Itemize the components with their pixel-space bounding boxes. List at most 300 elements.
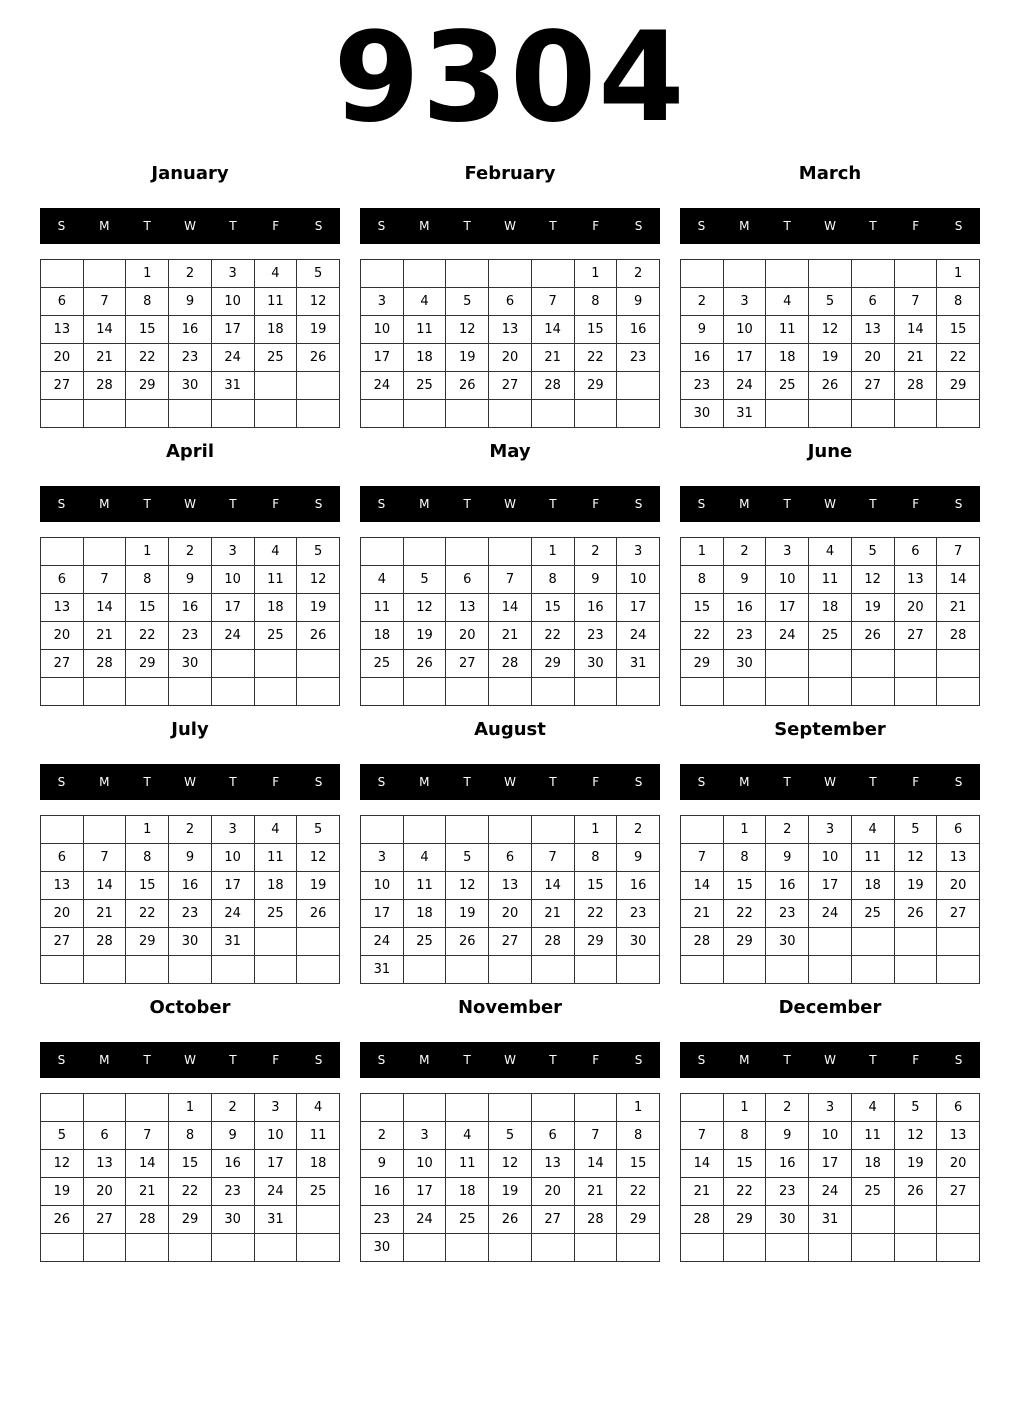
day-cell: 14 [681, 1150, 724, 1178]
day-cell: 6 [83, 1122, 126, 1150]
weekday-label: T [229, 775, 237, 789]
weekday-label: S [377, 219, 386, 233]
day-cell [851, 400, 894, 428]
day-cell: 11 [851, 844, 894, 872]
day-cell [41, 1234, 84, 1262]
weekday-label: S [314, 219, 323, 233]
day-cell: 6 [41, 566, 84, 594]
week-row [41, 1122, 340, 1150]
day-cell [297, 400, 340, 428]
day-cell: 8 [574, 844, 617, 872]
day-cell: 9 [169, 566, 212, 594]
day-cell: 18 [446, 1178, 489, 1206]
day-cell: 16 [617, 872, 660, 900]
day-cell: 13 [41, 872, 84, 900]
day-cell: 20 [446, 622, 489, 650]
weekday-label: M [99, 497, 110, 511]
weekday-label: M [419, 219, 430, 233]
day-cell: 9 [681, 316, 724, 344]
week-row [681, 1094, 980, 1122]
day-cell [851, 956, 894, 984]
day-cell: 31 [254, 1206, 297, 1234]
day-cell [126, 1234, 169, 1262]
day-cell: 22 [126, 344, 169, 372]
day-cell: 18 [766, 344, 809, 372]
day-cell: 24 [403, 1206, 446, 1234]
day-cell: 30 [169, 372, 212, 400]
day-cell: 16 [574, 594, 617, 622]
day-cell: 17 [766, 594, 809, 622]
day-cell: 8 [531, 566, 574, 594]
day-cell: 11 [766, 316, 809, 344]
day-cell: 10 [723, 316, 766, 344]
day-cell: 25 [254, 344, 297, 372]
day-cell [681, 956, 724, 984]
day-cell: 25 [809, 622, 852, 650]
weekday-label: T [869, 497, 877, 511]
weekday-label: M [99, 775, 110, 789]
day-cell: 23 [617, 900, 660, 928]
weekday-label: W [504, 497, 516, 511]
day-cell: 26 [809, 372, 852, 400]
day-cell [766, 260, 809, 288]
day-cell: 9 [211, 1122, 254, 1150]
day-cell: 22 [574, 900, 617, 928]
week-row [681, 900, 980, 928]
day-cell [531, 1094, 574, 1122]
day-cell [489, 1234, 532, 1262]
day-cell: 16 [681, 344, 724, 372]
day-cell: 4 [809, 538, 852, 566]
weekday-label: T [143, 219, 151, 233]
week-row [361, 900, 660, 928]
day-cell: 11 [403, 872, 446, 900]
day-cell: 5 [297, 816, 340, 844]
day-cell: 4 [254, 538, 297, 566]
week-row [361, 928, 660, 956]
day-cell: 3 [403, 1122, 446, 1150]
day-grid [680, 259, 980, 428]
weekday-label: M [419, 775, 430, 789]
day-cell [403, 956, 446, 984]
day-grid [40, 1093, 340, 1262]
day-cell: 27 [41, 928, 84, 956]
day-cell: 13 [937, 1122, 980, 1150]
day-cell: 29 [169, 1206, 212, 1234]
month-name: March [798, 163, 862, 184]
day-cell: 17 [403, 1178, 446, 1206]
week-row [361, 260, 660, 288]
weekday-label: S [634, 775, 643, 789]
day-cell: 30 [681, 400, 724, 428]
week-row [41, 872, 340, 900]
weekday-label: M [419, 497, 430, 511]
week-row [361, 372, 660, 400]
day-cell: 16 [723, 594, 766, 622]
day-cell: 16 [766, 1150, 809, 1178]
weekday-label: W [504, 1053, 516, 1067]
day-cell [617, 400, 660, 428]
day-cell: 29 [681, 650, 724, 678]
weekday-label: T [143, 1053, 151, 1067]
day-cell [126, 678, 169, 706]
week-row [41, 816, 340, 844]
week-row [41, 566, 340, 594]
weekday-label: S [314, 497, 323, 511]
week-row [361, 538, 660, 566]
day-cell: 9 [617, 844, 660, 872]
day-cell: 1 [723, 1094, 766, 1122]
week-row [681, 594, 980, 622]
day-cell: 13 [446, 594, 489, 622]
day-cell: 28 [937, 622, 980, 650]
day-cell: 22 [723, 1178, 766, 1206]
day-cell: 19 [403, 622, 446, 650]
day-cell: 19 [894, 872, 937, 900]
day-cell: 6 [489, 288, 532, 316]
day-cell: 2 [617, 260, 660, 288]
day-cell: 22 [617, 1178, 660, 1206]
day-cell: 23 [766, 900, 809, 928]
day-cell [126, 956, 169, 984]
week-row [41, 900, 340, 928]
weekday-label: T [783, 219, 791, 233]
day-cell: 31 [723, 400, 766, 428]
day-cell: 10 [403, 1150, 446, 1178]
day-cell: 29 [574, 928, 617, 956]
day-cell: 1 [574, 260, 617, 288]
week-row [361, 594, 660, 622]
week-row [41, 1206, 340, 1234]
year-title: 9304 [333, 6, 687, 150]
day-cell [681, 816, 724, 844]
day-cell: 11 [446, 1150, 489, 1178]
day-cell: 25 [851, 900, 894, 928]
day-cell: 7 [531, 288, 574, 316]
month-name: January [151, 163, 229, 184]
day-cell [809, 260, 852, 288]
day-cell [531, 400, 574, 428]
weekday-label: F [272, 775, 280, 789]
day-cell: 5 [41, 1122, 84, 1150]
day-cell [297, 1206, 340, 1234]
day-cell [169, 678, 212, 706]
day-cell: 11 [361, 594, 404, 622]
weekday-label: T [783, 775, 791, 789]
day-cell: 9 [723, 566, 766, 594]
week-row [41, 928, 340, 956]
day-cell: 16 [169, 316, 212, 344]
day-cell: 21 [937, 594, 980, 622]
day-cell [446, 400, 489, 428]
day-cell [617, 372, 660, 400]
weekday-label: T [463, 775, 471, 789]
day-cell [489, 678, 532, 706]
month-name: October [149, 997, 231, 1018]
day-cell [617, 678, 660, 706]
day-cell: 1 [617, 1094, 660, 1122]
weekday-label: S [634, 219, 643, 233]
day-cell: 19 [446, 900, 489, 928]
day-cell: 26 [446, 928, 489, 956]
week-row [681, 260, 980, 288]
day-cell [83, 260, 126, 288]
day-cell: 19 [894, 1150, 937, 1178]
day-cell: 16 [169, 872, 212, 900]
week-row [41, 400, 340, 428]
weekday-header [680, 208, 980, 244]
day-cell [446, 1234, 489, 1262]
weekday-header [680, 1042, 980, 1078]
day-cell: 23 [211, 1178, 254, 1206]
weekday-label: W [184, 775, 196, 789]
day-cell: 20 [41, 900, 84, 928]
day-cell [851, 678, 894, 706]
day-cell: 4 [297, 1094, 340, 1122]
weekday-label: F [592, 219, 600, 233]
week-row [41, 288, 340, 316]
day-cell: 7 [681, 844, 724, 872]
weekday-label: F [272, 1053, 280, 1067]
day-grid [360, 259, 660, 428]
day-cell [403, 260, 446, 288]
day-cell: 13 [489, 316, 532, 344]
day-cell: 24 [723, 372, 766, 400]
day-cell: 21 [83, 344, 126, 372]
day-cell [937, 678, 980, 706]
day-cell: 24 [361, 928, 404, 956]
day-cell [681, 678, 724, 706]
week-row [41, 316, 340, 344]
day-cell: 19 [297, 316, 340, 344]
day-cell: 28 [83, 928, 126, 956]
week-row [41, 1150, 340, 1178]
day-cell [83, 400, 126, 428]
day-grid [40, 537, 340, 706]
day-cell: 8 [169, 1122, 212, 1150]
day-cell: 14 [83, 316, 126, 344]
day-cell: 20 [489, 344, 532, 372]
weekday-label: W [184, 497, 196, 511]
day-cell: 24 [211, 344, 254, 372]
day-cell: 30 [766, 928, 809, 956]
week-row [681, 816, 980, 844]
day-cell: 26 [297, 900, 340, 928]
day-cell: 12 [894, 1122, 937, 1150]
day-cell: 21 [531, 900, 574, 928]
weekday-label: S [377, 1053, 386, 1067]
day-cell [446, 538, 489, 566]
day-cell: 28 [83, 372, 126, 400]
week-row [41, 1178, 340, 1206]
day-cell: 17 [809, 1150, 852, 1178]
day-cell: 4 [403, 844, 446, 872]
day-cell: 22 [723, 900, 766, 928]
day-cell [211, 400, 254, 428]
day-cell: 7 [681, 1122, 724, 1150]
day-cell: 14 [126, 1150, 169, 1178]
day-cell: 30 [723, 650, 766, 678]
day-cell: 12 [297, 844, 340, 872]
week-row [41, 1234, 340, 1262]
day-cell [297, 678, 340, 706]
weekday-header [360, 764, 660, 800]
day-cell: 13 [894, 566, 937, 594]
day-cell: 13 [489, 872, 532, 900]
day-cell [403, 400, 446, 428]
day-cell: 15 [574, 316, 617, 344]
day-cell [574, 400, 617, 428]
weekday-label: T [463, 219, 471, 233]
weekday-label: S [377, 497, 386, 511]
day-cell: 6 [41, 844, 84, 872]
day-cell: 9 [169, 288, 212, 316]
day-cell [211, 1234, 254, 1262]
day-cell [169, 1234, 212, 1262]
day-cell [211, 956, 254, 984]
day-cell [851, 650, 894, 678]
day-cell: 23 [617, 344, 660, 372]
day-cell [681, 1234, 724, 1262]
weekday-label: T [143, 775, 151, 789]
day-cell [851, 1234, 894, 1262]
day-cell [723, 678, 766, 706]
day-cell: 25 [254, 622, 297, 650]
week-row [681, 622, 980, 650]
day-cell [766, 1234, 809, 1262]
week-row [681, 956, 980, 984]
day-cell: 31 [211, 372, 254, 400]
weekday-label: F [272, 219, 280, 233]
day-cell [531, 816, 574, 844]
day-cell: 30 [169, 928, 212, 956]
weekday-label: F [272, 497, 280, 511]
day-cell [254, 650, 297, 678]
day-cell: 4 [254, 816, 297, 844]
day-cell: 5 [297, 538, 340, 566]
day-cell: 19 [851, 594, 894, 622]
day-cell [894, 400, 937, 428]
day-cell: 14 [681, 872, 724, 900]
week-row [681, 1206, 980, 1234]
day-cell: 24 [766, 622, 809, 650]
day-cell: 14 [489, 594, 532, 622]
day-cell [574, 1234, 617, 1262]
week-row [361, 344, 660, 372]
day-cell [254, 400, 297, 428]
day-cell [297, 928, 340, 956]
week-row [41, 844, 340, 872]
day-cell: 29 [126, 650, 169, 678]
day-cell: 24 [809, 1178, 852, 1206]
day-cell: 19 [489, 1178, 532, 1206]
day-cell [894, 678, 937, 706]
weekday-label: S [377, 775, 386, 789]
day-cell: 10 [766, 566, 809, 594]
day-cell [83, 1234, 126, 1262]
day-cell: 5 [894, 1094, 937, 1122]
day-cell: 5 [297, 260, 340, 288]
day-cell [809, 650, 852, 678]
day-cell: 1 [574, 816, 617, 844]
day-grid [360, 1093, 660, 1262]
day-cell: 2 [617, 816, 660, 844]
weekday-label: W [504, 775, 516, 789]
week-row [681, 538, 980, 566]
day-cell: 23 [766, 1178, 809, 1206]
day-cell [574, 678, 617, 706]
weekday-label: M [99, 1053, 110, 1067]
day-cell [41, 956, 84, 984]
day-cell: 8 [937, 288, 980, 316]
week-row [681, 316, 980, 344]
week-row [681, 1178, 980, 1206]
day-cell: 21 [83, 900, 126, 928]
weekday-label: S [57, 497, 66, 511]
day-cell [681, 260, 724, 288]
month-name: April [165, 441, 215, 462]
day-cell [211, 650, 254, 678]
month-name: December [778, 997, 882, 1018]
day-cell: 28 [574, 1206, 617, 1234]
week-row [361, 622, 660, 650]
weekday-label: T [869, 1053, 877, 1067]
day-cell: 15 [723, 872, 766, 900]
day-cell: 12 [297, 566, 340, 594]
weekday-label: T [549, 497, 557, 511]
day-cell: 27 [851, 372, 894, 400]
day-cell: 7 [489, 566, 532, 594]
day-grid [360, 815, 660, 984]
day-cell [446, 1094, 489, 1122]
day-cell: 29 [531, 650, 574, 678]
day-cell [894, 956, 937, 984]
weekday-label: S [57, 219, 66, 233]
day-cell [937, 400, 980, 428]
day-cell [894, 1234, 937, 1262]
day-cell: 26 [297, 622, 340, 650]
day-cell: 23 [361, 1206, 404, 1234]
day-cell: 17 [211, 594, 254, 622]
day-cell [41, 816, 84, 844]
week-row [681, 650, 980, 678]
day-cell: 10 [361, 872, 404, 900]
weekday-label: W [824, 497, 836, 511]
day-cell: 12 [446, 316, 489, 344]
day-cell [361, 678, 404, 706]
weekday-label: W [184, 219, 196, 233]
day-cell: 3 [617, 538, 660, 566]
day-cell: 24 [361, 372, 404, 400]
day-cell: 1 [126, 538, 169, 566]
day-cell: 15 [617, 1150, 660, 1178]
day-cell: 6 [41, 288, 84, 316]
day-cell: 19 [446, 344, 489, 372]
day-cell: 1 [531, 538, 574, 566]
week-row [681, 872, 980, 900]
day-cell: 30 [169, 650, 212, 678]
week-row [361, 844, 660, 872]
day-cell: 12 [446, 872, 489, 900]
day-cell: 6 [937, 1094, 980, 1122]
day-cell: 13 [531, 1150, 574, 1178]
week-row [681, 566, 980, 594]
week-row [41, 260, 340, 288]
day-cell: 3 [254, 1094, 297, 1122]
day-cell [809, 678, 852, 706]
weekday-label: T [869, 219, 877, 233]
week-row [361, 872, 660, 900]
